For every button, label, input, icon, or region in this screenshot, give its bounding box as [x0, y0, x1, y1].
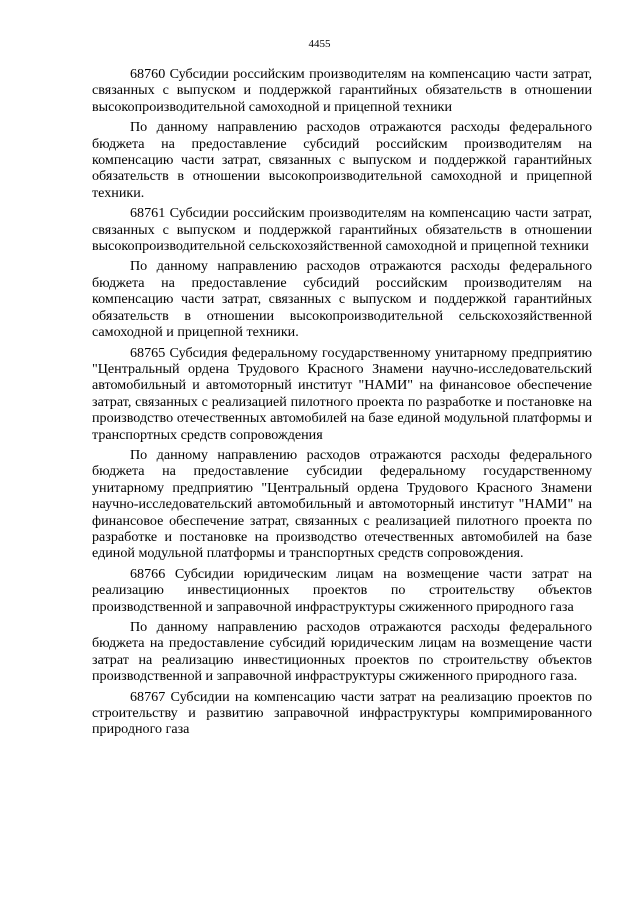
- paragraph-68761-heading: 68761 Субсидии российским производителям на компенсацию части затрат, связанных с выпуском и поддержкой гарантийных обязательств в отношении высокопроизводительной сельскохозяйственной самоходной и прицепной техники: [92, 205, 592, 255]
- page-number: 4455: [308, 38, 331, 50]
- paragraph-68765-description: По данному направлению расходов отражаются расходы федерального бюджета на предоставление субсидии федеральному государственному унитарному предприятию "Центральный ордена Трудового Красного Знамени научно-исследовательский автомобильный и автомоторный институт "НАМИ" на финансовое обеспечение затрат, связанных с реализацией пилотного проекта по разработке и постановке на производство отечественных автомобилей на базе единой модульной платформы и транспортных средств сопровождения.: [92, 446, 592, 562]
- paragraph-68760-description: По данному направлению расходов отражаются расходы федерального бюджета на предоставление субсидий российским производителям на компенсацию части затрат, связанных с выпуском и поддержкой гарантийных обязательств в отношении высокопроизводительной самоходной и прицепной техники.: [92, 119, 592, 201]
- document-body: [92, 66, 592, 742]
- paragraph-68766-description: По данному направлению расходов отражаются расходы федерального бюджета на предоставление субсидий юридическим лицам на возмещение части затрат на реализацию инвестиционных проектов по строительству объектов производственной и заправочной инфраструктуры сжиженного природного газа.: [92, 619, 592, 685]
- paragraph-68761-description: По данному направлению расходов отражаются расходы федерального бюджета на предоставление субсидий российским производителям на компенсацию части затрат, связанных с выпуском и поддержкой гарантийных обязательств в отношении высокопроизводительной сельскохозяйственной самоходной и прицепной техники.: [92, 258, 592, 341]
- paragraph-68767-heading: 68767 Субсидии на компенсацию части затрат на реализацию проектов по строительству и развитию заправочной инфраструктуры компримированного природного газа: [92, 688, 592, 738]
- paragraph-68760-heading: 68760 Субсидии российским производителям на компенсацию части затрат, связанных с выпуском и поддержкой гарантийных обязательств в отношении высокопроизводительной самоходной и прицепной техники: [92, 66, 592, 115]
- paragraph-68765-heading: 68765 Субсидия федеральному государственному унитарному предприятию "Центральный ордена Трудового Красного Знамени научно-исследовательский автомобильный и автомоторный институт "НАМИ" на финансовое обеспечение затрат, связанных с реализацией пилотного проекта по разработке и постановке на производство отечественных автомобилей на базе единой модульной платформы и транспортных средств сопровождения: [92, 344, 592, 443]
- paragraph-68766-heading: 68766 Субсидии юридическим лицам на возмещение части затрат на реализацию инвестиционных проектов по строительству объектов производственной и заправочной инфраструктуры сжиженного природного газа: [92, 565, 592, 615]
